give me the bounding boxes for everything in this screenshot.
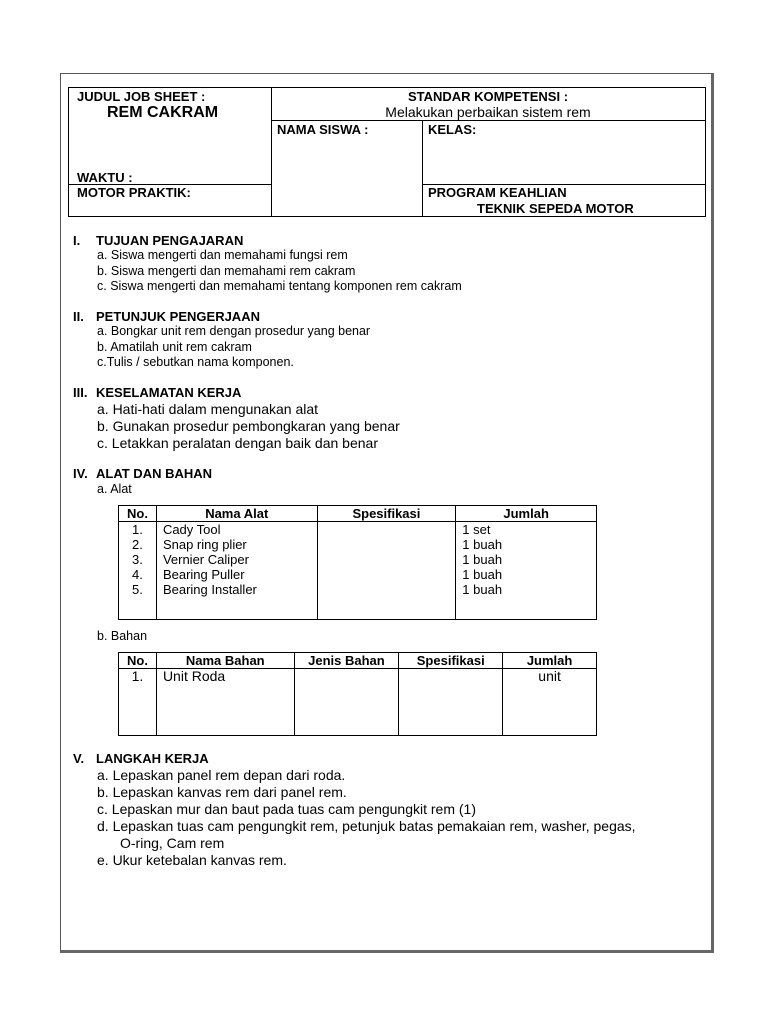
section-5-item-continued: O-ring, Cam rem [120,835,225,851]
section-5-item: b. Lepaskan kanvas rem dari panel rem. [97,784,347,800]
section-5-item: a. Lepaskan panel rem depan dari roda. [97,767,346,783]
cell-no: 3. [119,552,157,567]
cell-no: 5. [119,582,157,597]
section-3-item: a. Hati-hati dalam mengunakan alat [97,401,319,417]
column-header: No. [119,506,157,522]
nama-siswa-label: NAMA SISWA : [277,122,369,137]
cell-jumlah: 1 buah [456,537,597,552]
cell-jumlah: 1 buah [456,552,597,567]
section-2-number: II. [73,309,84,324]
judul-label: JUDUL JOB SHEET : [77,89,206,104]
cell-spesifikasi [317,537,456,552]
program-label: PROGRAM KEAHLIAN [428,185,567,200]
section-3-item: b. Gunakan prosedur pembongkaran yang benar [97,418,400,434]
column-header: Jenis Bahan [294,653,399,669]
alat-table [118,505,597,620]
table-row-empty [119,597,597,620]
column-header: No. [119,653,157,669]
table-row [119,669,597,736]
section-3-title: KESELAMATAN KERJA [96,385,242,400]
column-header: Jumlah [503,653,597,669]
section-5-item: c. Lepaskan mur dan baut pada tuas cam pengungkit rem (1) [97,801,476,817]
section-3-number: III. [73,385,88,400]
cell-nama-alat: Bearing Puller [156,567,317,582]
cell-spesifikasi [317,582,456,597]
cell-jumlah: 1 buah [456,582,597,597]
section-2-item: b. Amatilah unit rem cakram [97,340,252,354]
section-5-item: e. Ukur ketebalan kanvas rem. [97,852,287,868]
table-row [119,537,597,552]
section-1-number: I. [73,233,81,248]
alat-subtitle: a. Alat [97,482,132,496]
section-4-title: ALAT DAN BAHAN [96,466,213,481]
table-row [119,522,597,538]
section-2-title: PETUNJUK PENGERJAAN [96,309,260,324]
column-header: Jumlah [456,506,597,522]
section-3-item: c. Letakkan peralatan dengan baik dan benar [97,435,378,451]
table-header-row [119,506,597,522]
cell-jumlah: 1 set [456,522,597,538]
cell-jenis-bahan [294,669,399,736]
cell-nama-alat: Cady Tool [156,522,317,538]
header-table [68,87,706,217]
cell-jumlah: unit [503,669,597,736]
section-5-item: d. Lepaskan tuas cam pengungkit rem, petunjuk batas pemakaian rem, washer, pegas, [97,818,636,834]
cell-spesifikasi [317,522,456,538]
cell-nama-alat: Snap ring plier [156,537,317,552]
kelas-label: KELAS: [428,122,477,137]
cell-spesifikasi [317,552,456,567]
cell-nama-alat: Bearing Installer [156,582,317,597]
waktu-label: WAKTU : [77,170,133,185]
bahan-subtitle: b. Bahan [97,629,148,643]
program-value: TEKNIK SEPEDA MOTOR [477,201,634,216]
cell-no: 1. [119,522,157,538]
table-row [119,552,597,567]
column-header: Spesifikasi [317,506,456,522]
section-1-item: b. Siswa mengerti dan memahami rem cakram [97,264,356,278]
section-4-number: IV. [73,466,88,481]
standar-value: Melakukan perbaikan sistem rem [385,104,591,120]
section-1-item: a. Siswa mengerti dan memahami fungsi rem [97,248,348,262]
standar-label: STANDAR KOMPETENSI : [407,89,569,104]
cell-jumlah: 1 buah [456,567,597,582]
judul-value: REM CAKRAM [107,104,219,121]
table-header-row [119,653,597,669]
section-1-item: c. Siswa mengerti dan memahami tentang komponen rem cakram [97,279,462,293]
section-2-item: c.Tulis / sebutkan nama komponen. [97,355,294,369]
section-1-title: TUJUAN PENGAJARAN [96,233,244,248]
cell-no: 1. [119,669,157,736]
cell-spesifikasi [317,567,456,582]
cell-nama-bahan: Unit Roda [156,669,294,736]
cell-spesifikasi [399,669,503,736]
table-row [119,582,597,597]
cell-nama-alat: Vernier Caliper [156,552,317,567]
motor-label: MOTOR PRAKTIK: [77,185,191,200]
table-row [119,567,597,582]
cell-no: 4. [119,567,157,582]
section-2-item: a. Bongkar unit rem dengan prosedur yang benar [97,324,371,338]
cell-no: 2. [119,537,157,552]
column-header: Nama Alat [156,506,317,522]
bahan-table [118,652,597,736]
section-5-number: V. [73,751,85,766]
section-5-title: LANGKAH KERJA [96,751,209,766]
column-header: Spesifikasi [399,653,503,669]
column-header: Nama Bahan [156,653,294,669]
